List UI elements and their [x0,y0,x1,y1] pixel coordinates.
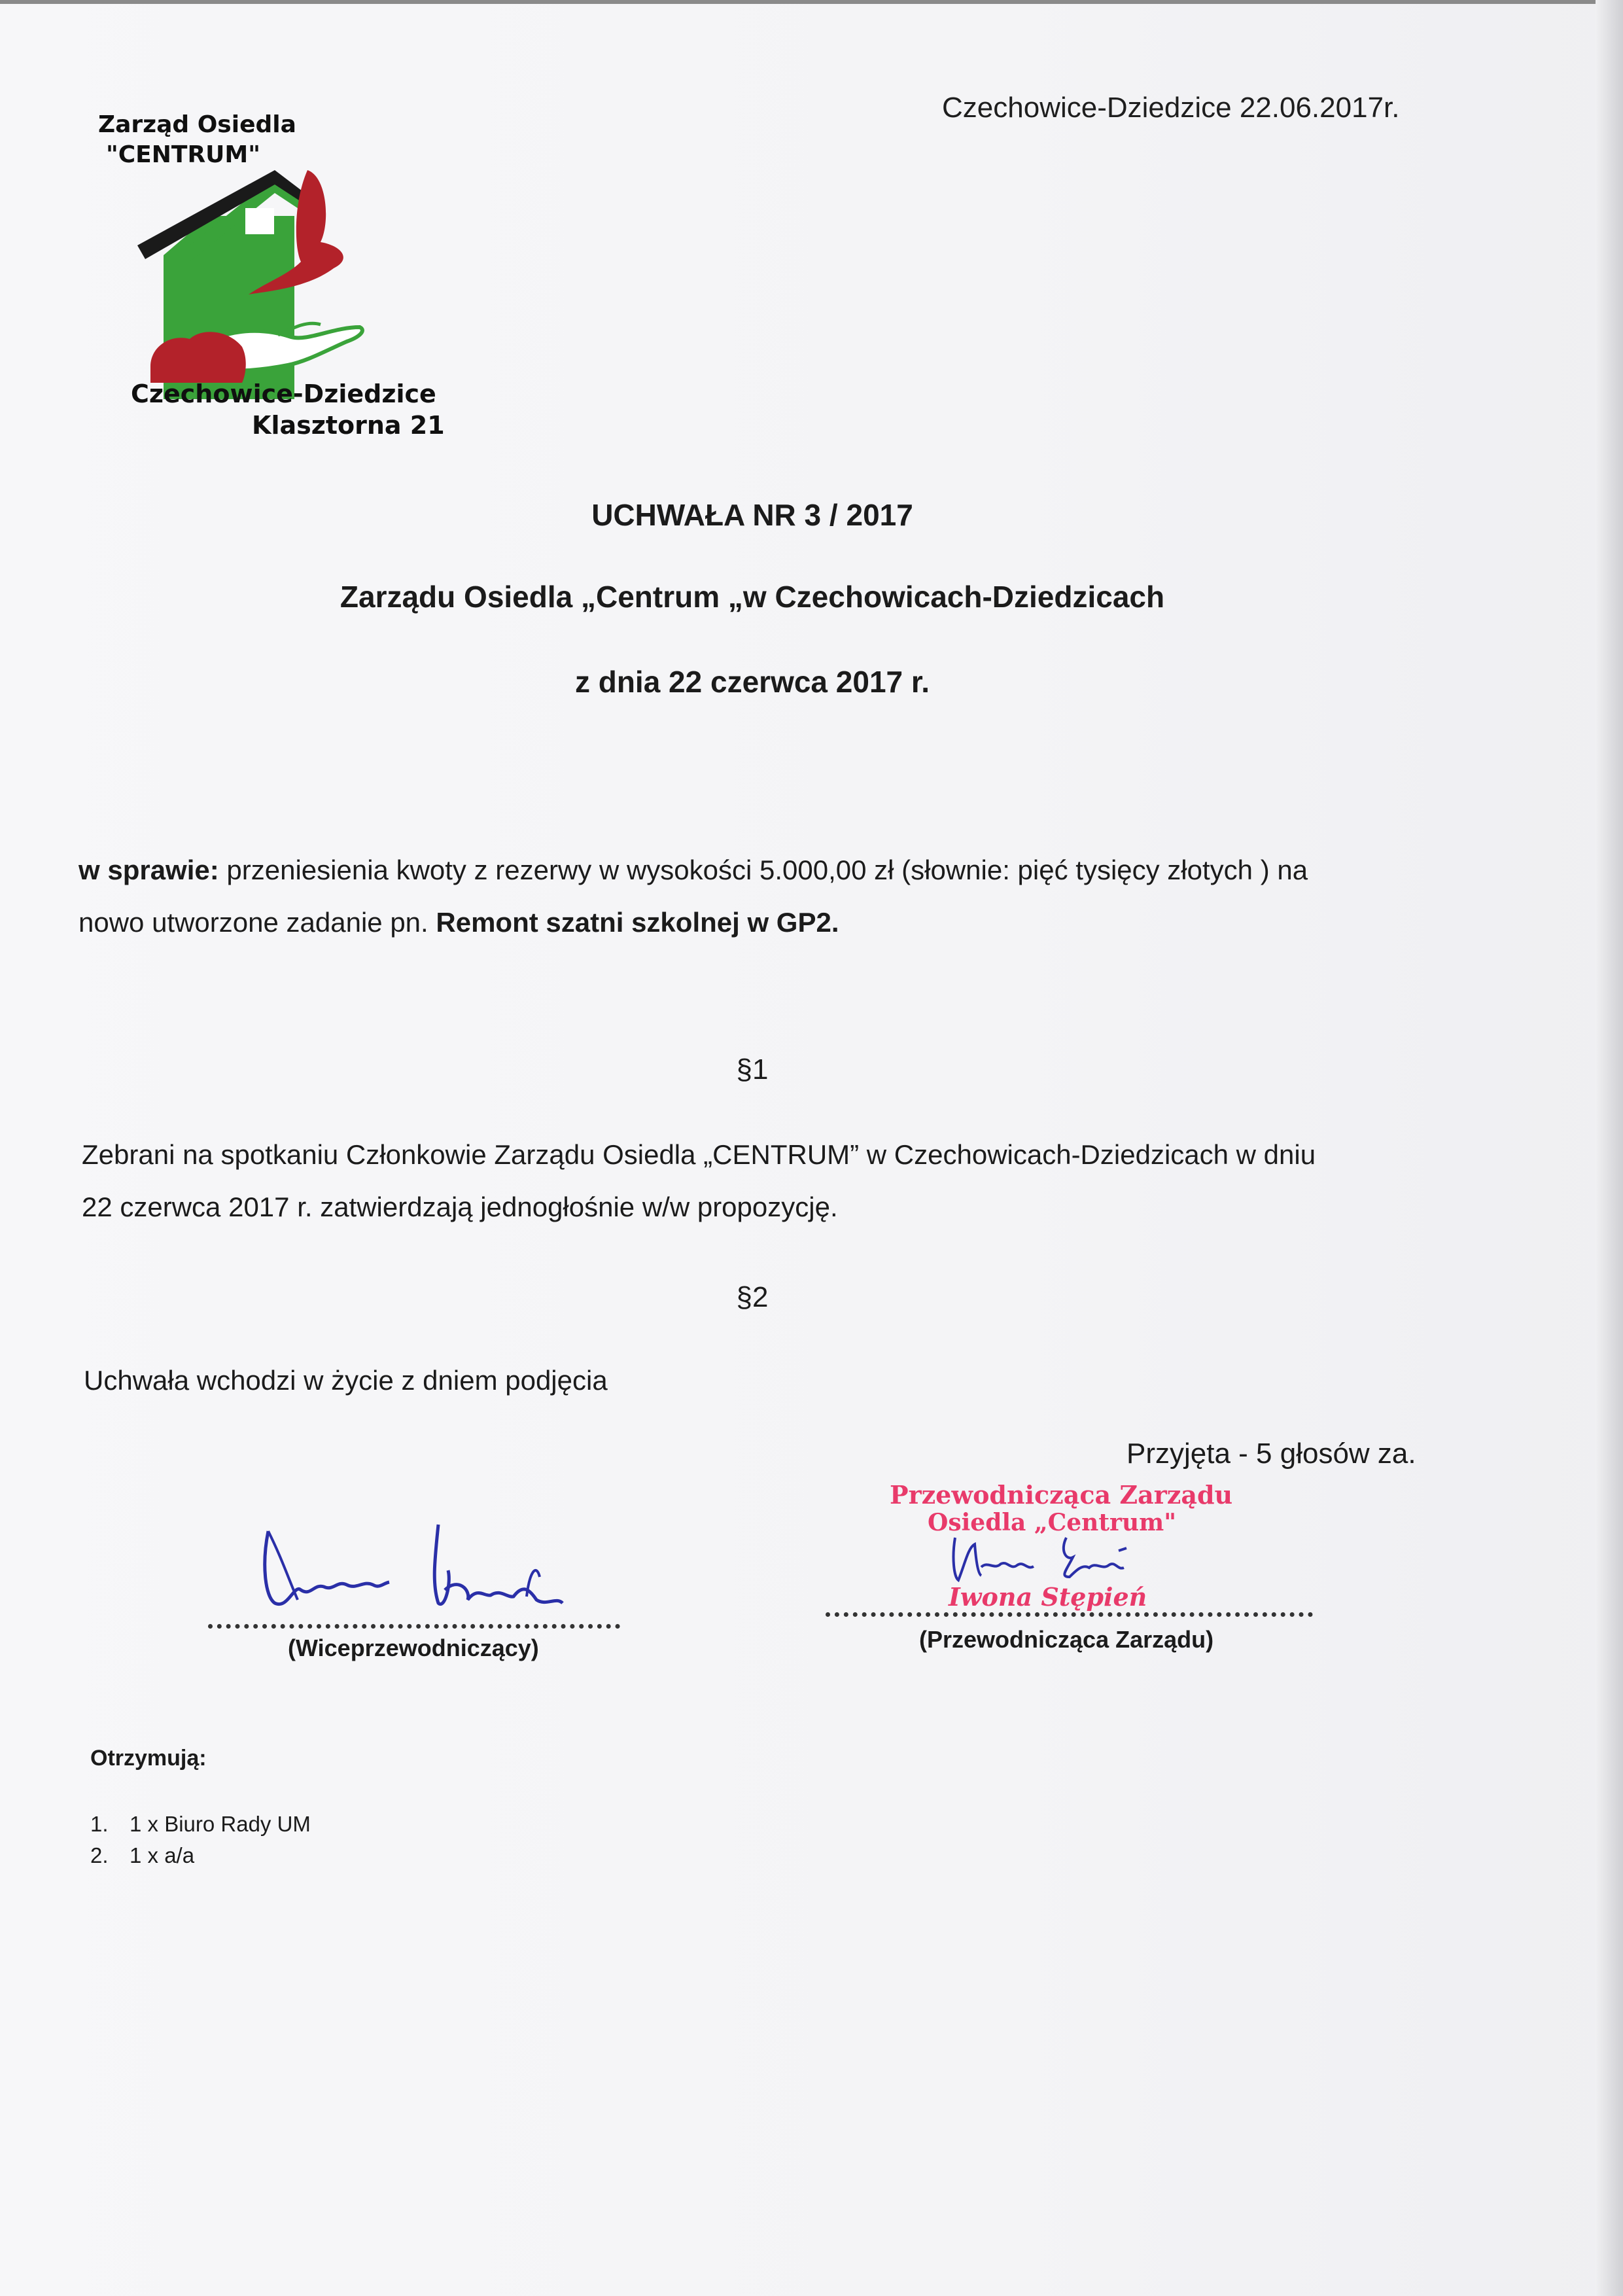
logo-address: Klasztorna 21 [252,411,445,440]
resolution-date: z dnia 22 czerwca 2017 r. [574,665,930,699]
section-1-line-2: 22 czerwca 2017 r. zatwierdzają jednogłośnie w/w propozycję. [82,1192,838,1222]
subject-text: przeniesienia kwoty z rezerwy w wysokości 5.000,00 zł (słownie: pięć tysięcy złotych ) na [218,855,1308,885]
chair-signature [942,1525,1151,1597]
scan-right-edge [1596,0,1623,2296]
subject-label: w sprawie: [79,855,219,885]
resolution-issuer: Zarządu Osiedla „Centrum „w Czechowicach-Dziedzicach [340,580,1165,614]
section-1-line-1: Zebrani na spotkaniu Członkowie Zarządu Osiedla „CENTRUM” w Czechowicach-Dziedzicach w dniu [82,1139,1316,1170]
section-2-text: Uchwała wchodzi w życie z dniem podjęcia [84,1365,608,1396]
subject-task-intro: nowo utworzone zadanie pn. [79,907,436,938]
scan-top-edge [0,0,1623,4]
logo-city: Czechowice-Dziedzice [131,380,436,408]
list-item-number: 1. [90,1812,109,1836]
vice-chair-caption: (Wiceprzewodniczący) [288,1634,539,1661]
subject-line-1 [79,844,1308,896]
logo [85,105,478,458]
subject-task-name: Remont szatni szkolnej w GP2. [436,907,839,938]
recipients-list [90,1809,311,1871]
vice-chair-signature [249,1505,589,1636]
resolution-number: UCHWAŁA NR 3 / 2017 [591,498,913,532]
logo-title: Zarząd Osiedla [98,111,296,138]
list-item-text: 1 x a/a [130,1843,195,1867]
section-2-heading: §2 [736,1281,769,1313]
house-bird-hand-emblem [111,131,478,419]
chair-caption: (Przewodnicząca Zarządu) [919,1626,1214,1653]
list-item [90,1809,311,1840]
vice-chair-signature-line [208,1624,620,1629]
section-1-text [82,1129,1316,1233]
place-date: Czechowice-Dziedzice 22.06.2017r. [942,92,1400,124]
logo-subtitle: "CENTRUM" [106,141,260,168]
subject-line-2 [79,896,1308,949]
subject-paragraph [79,844,1308,949]
stamp-name: Iwona Stępień [949,1582,1147,1612]
stamp-estate: Osiedla „Centrum" [928,1509,1176,1536]
list-item [90,1840,311,1871]
chair-signature-line [826,1612,1313,1617]
list-item-text: 1 x Biuro Rady UM [130,1812,311,1836]
stamp-title: Przewodnicząca Zarządu [890,1480,1233,1510]
vote-result: Przyjęta - 5 głosów za. [1126,1438,1416,1470]
recipients-heading: Otrzymują: [90,1746,207,1771]
list-item-number: 2. [90,1843,109,1867]
section-1-heading: §1 [736,1053,769,1086]
